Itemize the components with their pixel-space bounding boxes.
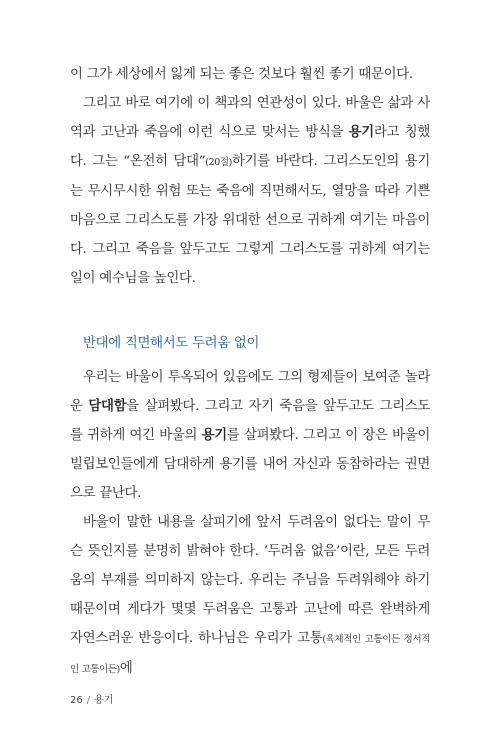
paragraph-text: 를 살펴봤다. 그리고 이 장은 바울이 빌립보인들에게 담대하게 용기를 내어 자신과 동참하라는 권면으로 끝난다. (70, 428, 430, 501)
verse-reference: (20절) (205, 157, 232, 168)
emphasis-courage: 용기 (348, 124, 374, 140)
paragraph-text: 이 그가 세상에서 잃게 되는 좋은 것보다 훨씬 좋기 때문이다. (70, 67, 413, 82)
page-footer (70, 694, 113, 708)
section-heading: 반대에 직면해서도 두려움 없이 (83, 336, 260, 351)
paragraph-text: 을 살펴봤다. 그리고 자기 죽음을 앞두고도 그리스도를 귀하게 여긴 바울의 (70, 399, 430, 443)
page-number: 26 (70, 695, 83, 706)
section-2-body (70, 363, 430, 684)
running-title: 용기 (94, 695, 114, 706)
paragraph-fearlessness (70, 508, 430, 684)
parenthetical-note: (육체적인 고통이든 정서적인 고통이든) (70, 634, 430, 675)
paragraph-text: 그리고 바로 여기에 이 책과의 연관성이 있다. 바울은 삶과 사역과 고난과 죽음에 이런 식으로 맞서는 방식을 (70, 96, 430, 140)
paragraph-text: 하기를 바란다. 그리스도인의 용기는 무시무시한 위험 또는 죽음에 직면해서도, 열망을 따라 기쁜 마음으로 그리스도를 가장 위대한 선으로 귀하게 여기는 마음이다. 그리고 죽음을 앞두고도 그렇게 그리스도를 귀하게 여기는 일이 예수님을 높인다. (70, 154, 430, 286)
paragraph-courage-definition (70, 89, 430, 293)
paragraph-continuation (70, 60, 430, 89)
paragraph-text: 에 (119, 661, 133, 676)
footer-separator: / (86, 695, 91, 706)
section-1-body (70, 60, 430, 293)
paragraph-text: 라고 칭했다. 그는 “온전히 담대” (70, 125, 430, 169)
paragraph-text: 바울이 말한 내용을 살피기에 앞서 두려움이 없다는 말이 무슨 뜻인지를 분명히 밝혀야 한다. ‘두려움 없음’이란, 모든 두려움의 부재를 의미하지 않는다. 우리는 주님을 두려워해야 하기 때문이며 게다가 몇몇 두려움은 고통과 고난에 따른 완벽하게 자연스러운 반응이다. 하나님은 우리가 고통 (70, 515, 430, 646)
paragraph-text: 우리는 바울이 투옥되어 있음에도 그의 형제들이 보여준 놀라운 (70, 370, 430, 414)
emphasis-boldness: 담대함 (88, 398, 127, 414)
emphasis-courage: 용기 (201, 427, 227, 443)
paragraph-boldness (70, 363, 430, 508)
